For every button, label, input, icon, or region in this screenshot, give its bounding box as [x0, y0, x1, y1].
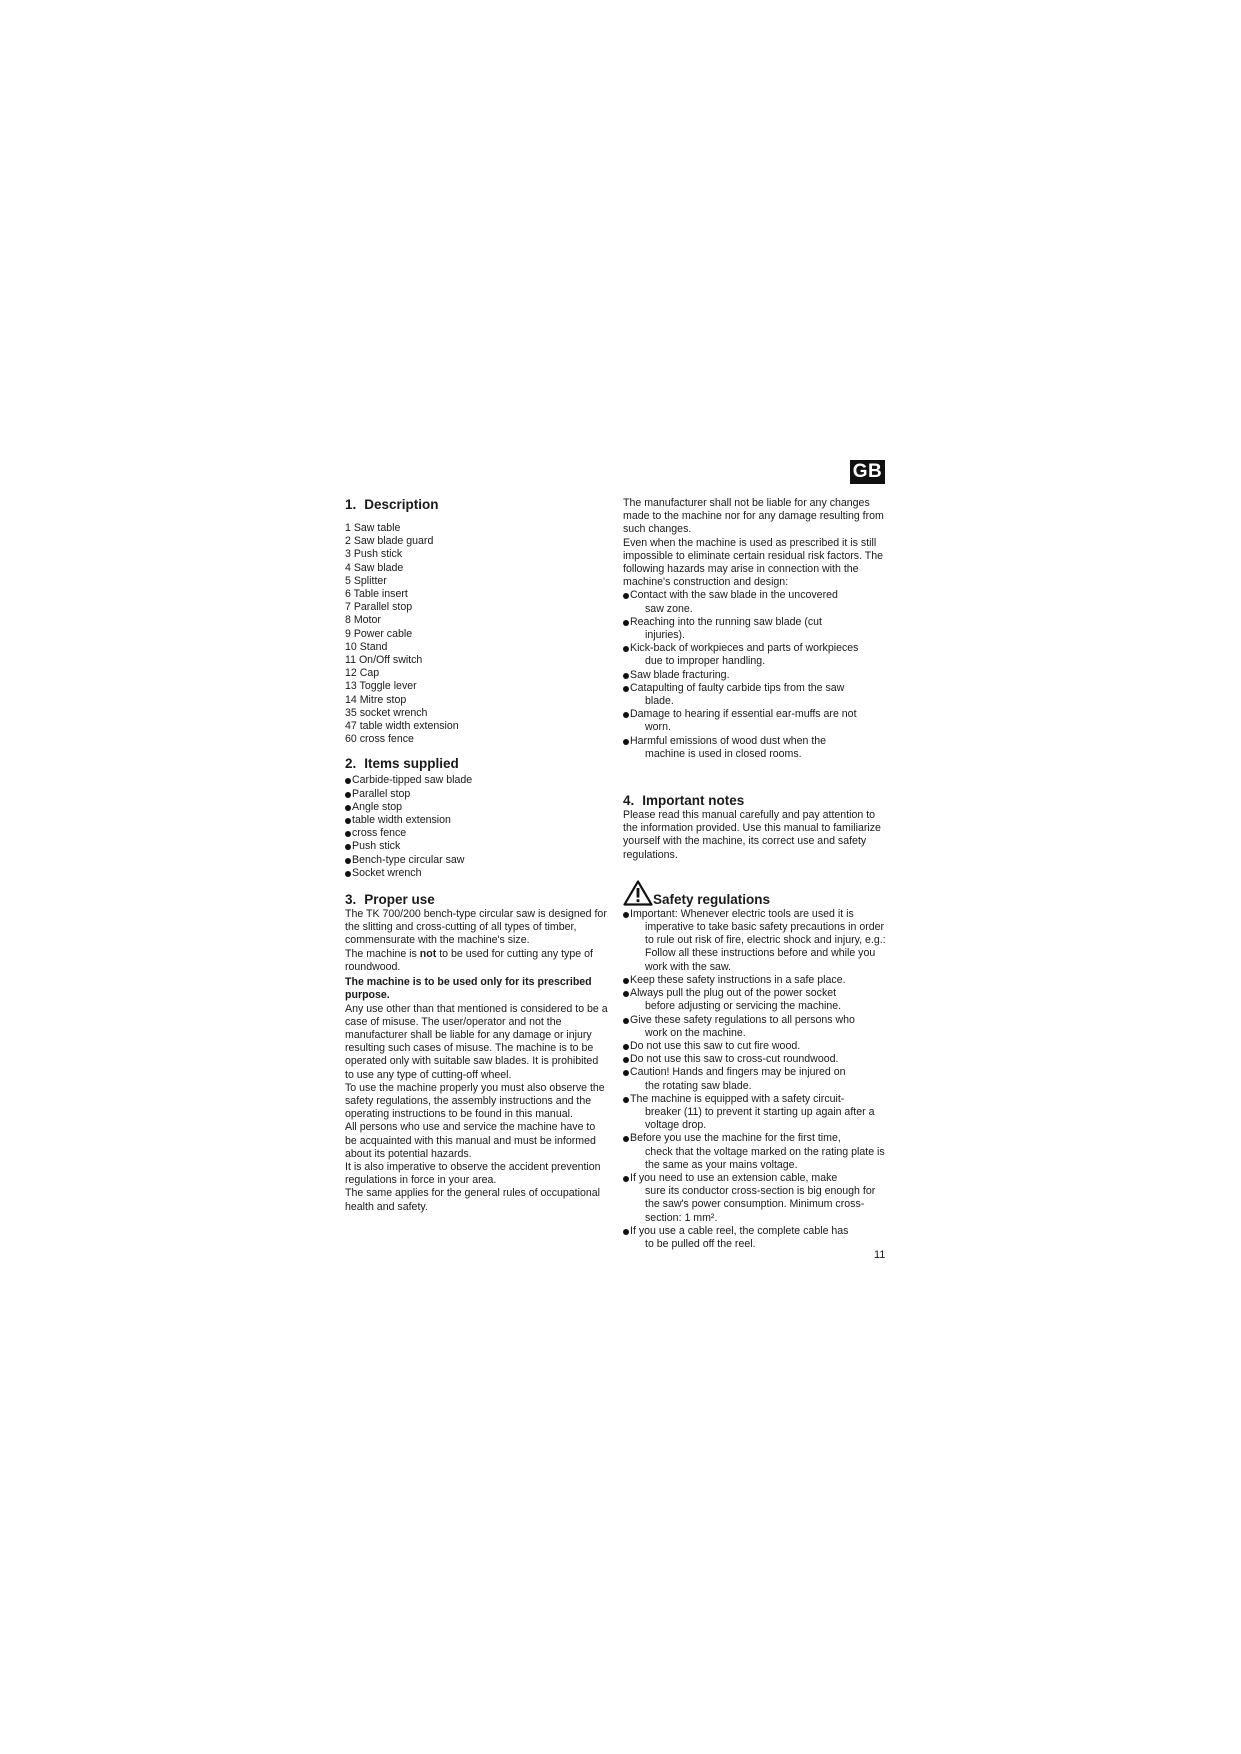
list-item: Socket wrench	[345, 867, 609, 880]
language-badge: GB	[850, 460, 885, 484]
list-item-continuation: injuries).	[645, 629, 686, 642]
list-item-text: Reaching into the running saw blade (cut	[630, 615, 822, 628]
list-item-text: The machine is equipped with a safety circuit-	[630, 1092, 845, 1105]
list-item-text: Before you use the machine for the first time,	[630, 1132, 841, 1145]
list-item-text: Damage to hearing if essential ear-muffs are not	[630, 708, 857, 721]
list-item: Bench-type circular saw	[345, 854, 609, 867]
list-item-continuation: breaker (11) to prevent it starting up again after a voltage drop.	[645, 1105, 875, 1132]
list-item: 8 Motor	[345, 614, 381, 627]
list-item	[623, 682, 891, 708]
list-item	[623, 735, 891, 761]
list-item: 3 Push stick	[345, 548, 403, 561]
section-heading-description: 1. Description	[345, 497, 439, 512]
proper-use-paragraph: To use the machine properly you must also observe the safety regulations, the assembly instructions and the operating instructions to be found in this manual.	[345, 1081, 605, 1121]
list-item-continuation: machine is used in closed rooms.	[645, 747, 802, 760]
list-item: 12 Cap	[345, 667, 380, 680]
list-item	[623, 616, 891, 642]
list-item: Parallel stop	[345, 788, 609, 801]
list-item: table width extension	[345, 814, 609, 827]
safety-list	[623, 908, 891, 1251]
safety-title: Safety regulations	[653, 891, 771, 907]
hazard-list	[623, 589, 891, 761]
items-supplied-list	[345, 774, 609, 880]
list-item: 35 socket wrench	[345, 706, 428, 719]
list-item: 14 Mitre stop	[345, 693, 407, 706]
list-item	[623, 589, 891, 615]
list-item-text: If you use a cable reel, the complete cable has	[630, 1224, 849, 1237]
list-item: 13 Toggle lever	[345, 680, 417, 693]
liability-paragraph: The manufacturer shall not be liable for any changes made to the machine nor for any damage resulting from such changes.	[623, 497, 884, 536]
list-item: 7 Parallel stop	[345, 601, 413, 614]
list-item: cross fence	[345, 827, 609, 840]
list-item: Push stick	[345, 840, 609, 853]
residual-risk-paragraph: Even when the machine is used as prescribed it is still impossible to eliminate certain residual risk factors. The following hazards may arise in connection with the machine's construction and design:	[623, 536, 884, 589]
safety-heading	[623, 880, 891, 906]
list-item-text: Important: Whenever electric tools are used it is	[630, 907, 854, 920]
list-item-continuation: due to improper handling.	[645, 655, 766, 668]
section-heading-proper-use: 3. Proper use	[345, 892, 435, 908]
proper-use-paragraph: It is also imperative to observe the accident prevention regulations in force in your area.	[345, 1160, 601, 1187]
list-item	[623, 642, 891, 668]
list-item-text: Saw blade fracturing.	[630, 668, 730, 681]
list-item-continuation: saw zone.	[645, 602, 693, 615]
list-item-text: Kick-back of workpieces and parts of workpieces	[630, 642, 859, 655]
list-item-continuation: before adjusting or servicing the machine.	[645, 1000, 842, 1013]
list-item	[623, 669, 891, 682]
list-item: 6 Table insert	[345, 588, 408, 601]
list-item: 60 cross fence	[345, 733, 414, 746]
section-heading-important-notes: 4. Important notes	[623, 793, 745, 809]
important-notes-text: Please read this manual carefully and pay attention to the information provided. Use this manual to familiarize yourself with the machine, its correct use and safety regulations.	[623, 809, 881, 861]
list-item-text: Contact with the saw blade in the uncovered	[630, 589, 838, 602]
list-item-continuation: check that the voltage marked on the rating plate is the same as your mains voltage.	[645, 1145, 885, 1171]
proper-use-paragraph: All persons who use and service the machine have to be acquainted with this manual and must be informed about its potential hazards.	[345, 1121, 596, 1160]
list-item-continuation: blade.	[645, 695, 674, 708]
left-column	[345, 497, 609, 1214]
list-item	[623, 987, 891, 1013]
proper-use-paragraph: The same applies for the general rules of occupational health and safety.	[345, 1187, 600, 1213]
list-item: Angle stop	[345, 801, 609, 814]
list-item	[623, 1093, 891, 1133]
list-item-text: Give these safety regulations to all persons who	[630, 1013, 855, 1026]
proper-use-paragraph: Any use other than that mentioned is considered to be a case of misuse. The user/operator and not the manufacturer shall be liable for any damage or injury resulting such cases of misuse. The machine is to be operated only with suitable saw blades. It is prohibited to use any type of cutting-off wheel.	[345, 1002, 608, 1081]
list-item: 2 Saw blade guard	[345, 535, 434, 548]
proper-use-emphasis: The machine is to be used only for its prescribed purpose.	[345, 976, 592, 1002]
list-item	[623, 1066, 891, 1092]
page-number: 11	[874, 1249, 886, 1261]
parts-list	[345, 522, 609, 746]
list-item-continuation: imperative to take basic safety precautions in order to rule out risk of fire, electric shock and injury, e.g.: Follow all these instructions before and while you work with the saw.	[645, 921, 886, 973]
proper-use-paragraph: The machine is not to be used for cutting any type of roundwood.	[345, 947, 593, 973]
list-item: 10 Stand	[345, 640, 388, 653]
list-item: 9 Power cable	[345, 627, 413, 640]
list-item-continuation: worn.	[645, 721, 671, 734]
list-item-text: Always pull the plug out of the power socket	[630, 987, 837, 1000]
list-item	[623, 1040, 891, 1053]
list-item: Carbide-tipped saw blade	[345, 774, 609, 787]
list-item-text: Keep these safety instructions in a safe place.	[630, 973, 846, 986]
proper-use-paragraph: The TK 700/200 bench-type circular saw is designed for the slitting and cross-cutting of all types of timber, commensurate with the machine's size.	[345, 908, 607, 947]
warning-triangle-icon	[623, 880, 653, 906]
list-item-continuation: to be pulled off the reel.	[645, 1237, 756, 1250]
list-item	[623, 1172, 891, 1225]
list-item-text: Do not use this saw to cut fire wood.	[630, 1039, 801, 1052]
list-item: 4 Saw blade	[345, 561, 404, 574]
list-item: 47 table width extension	[345, 720, 459, 733]
list-item	[623, 974, 891, 987]
list-item	[623, 1053, 891, 1066]
list-item: 1 Saw table	[345, 522, 401, 534]
list-item: 5 Splitter	[345, 574, 387, 587]
section-heading-items-supplied: 2. Items supplied	[345, 756, 459, 772]
list-item-text: If you need to use an extension cable, make	[630, 1171, 838, 1184]
list-item-text: Harmful emissions of wood dust when the	[630, 734, 827, 747]
list-item: 11 On/Off switch	[345, 654, 423, 667]
right-column	[623, 497, 891, 1251]
list-item-continuation: sure its conductor cross-section is big enough for the saw's power consumption. Minimum cross-section: 1 mm².	[645, 1185, 876, 1224]
list-item-continuation: the rotating saw blade.	[645, 1079, 752, 1092]
list-item-continuation: work on the machine.	[645, 1026, 746, 1039]
list-item	[623, 1014, 891, 1040]
list-item-text: Caution! Hands and fingers may be injured on	[630, 1066, 846, 1079]
list-item	[623, 1225, 891, 1251]
list-item	[623, 1132, 891, 1172]
list-item	[623, 908, 891, 974]
list-item	[623, 708, 891, 734]
list-item-text: Catapulting of faulty carbide tips from the saw	[630, 681, 845, 694]
list-item-text: Do not use this saw to cross-cut roundwood.	[630, 1053, 839, 1066]
